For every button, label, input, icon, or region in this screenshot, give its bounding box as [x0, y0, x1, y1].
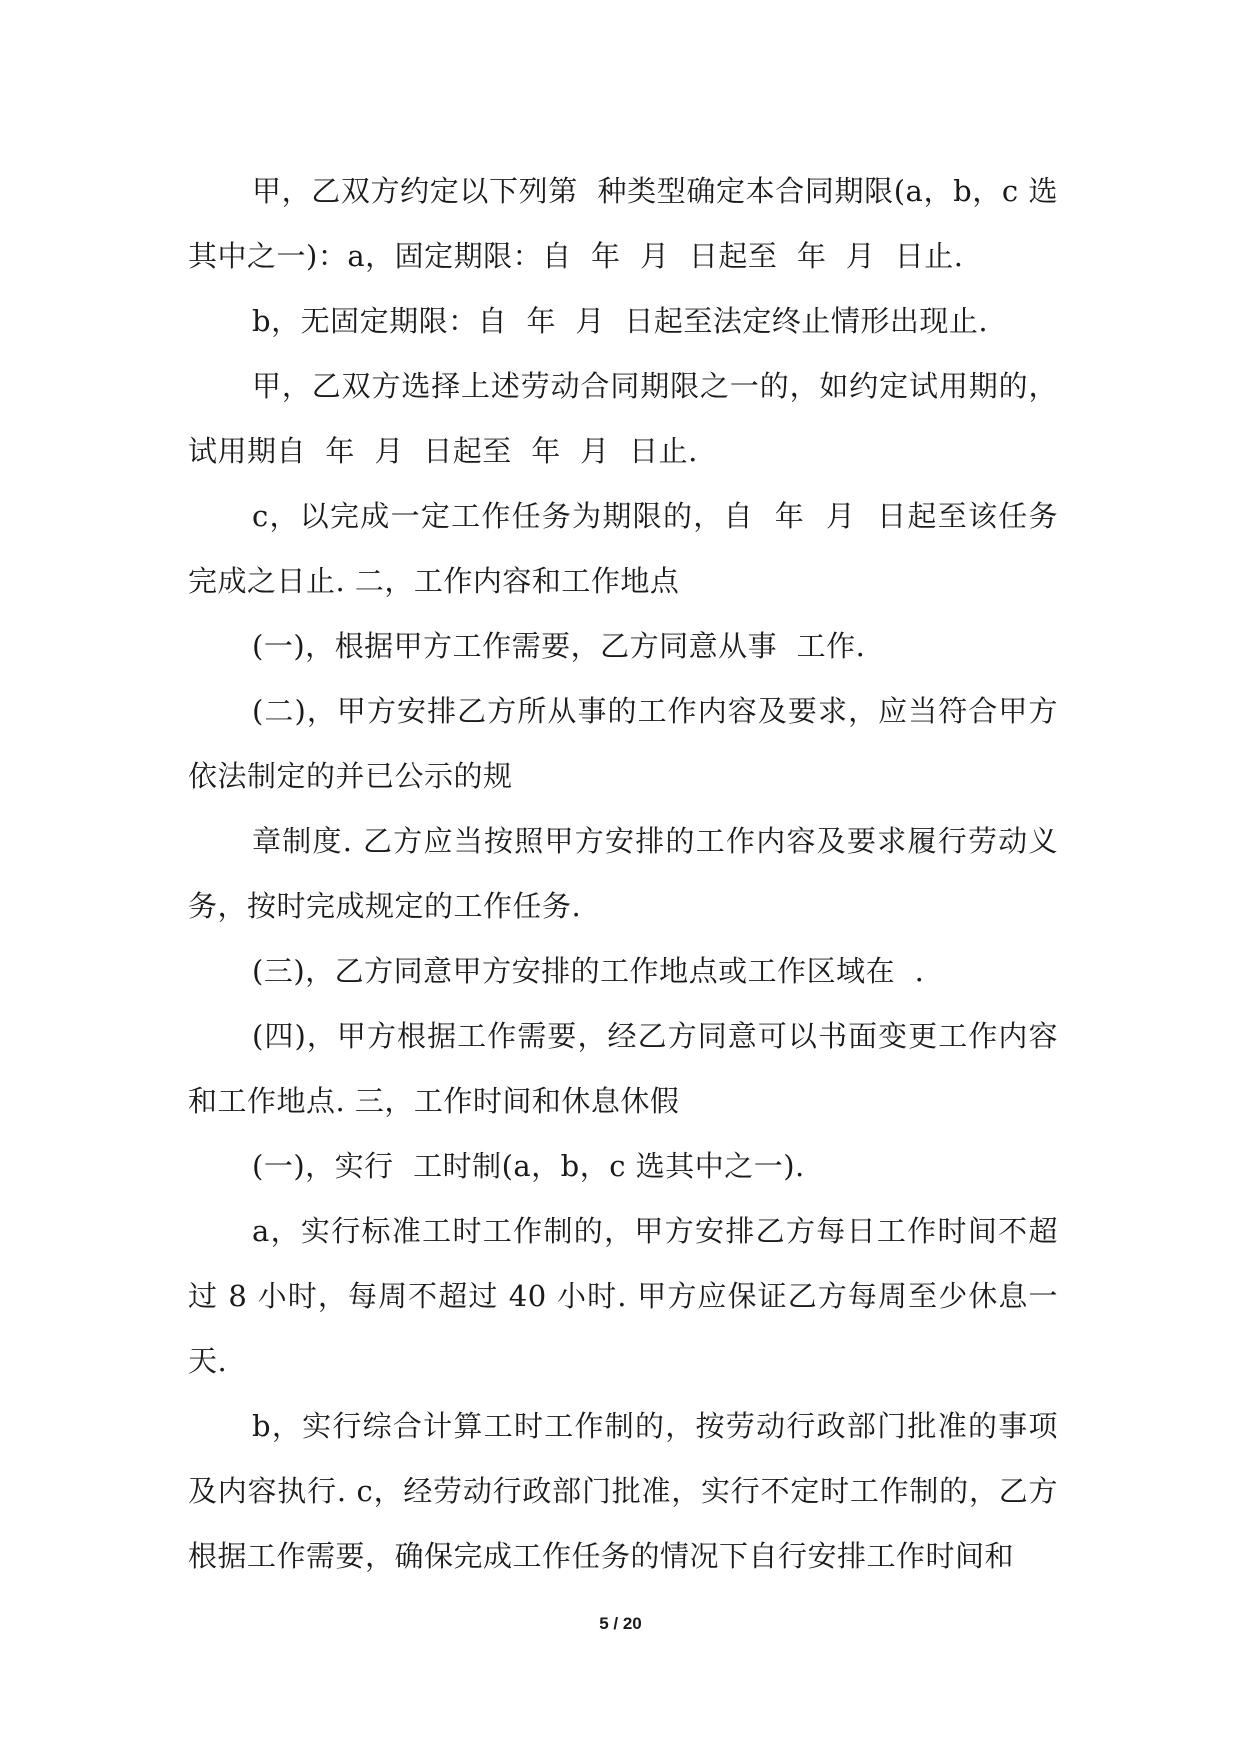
document-body: [188, 159, 1058, 1589]
paragraph: 章制度. 乙方应当按照甲方安排的工作内容及要求履行劳动义务，按时完成规定的工作任务.: [188, 824, 1058, 923]
paragraph: c，以完成一定工作任务为期限的，自 年 月 日起至该任务完成之日止. 二，工作内容和工作地点: [188, 499, 1058, 598]
paragraph: (一)，根据甲方工作需要，乙方同意从事 工作.: [252, 629, 866, 663]
paragraph: (一)，实行 工时制(a，b，c 选其中之一).: [252, 1149, 805, 1183]
paragraph: 甲，乙双方选择上述劳动合同期限之一的，如约定试用期的，试用期自 年 月 日起至 年 月 日止.: [188, 369, 1058, 468]
paragraph: b，实行综合计算工时工作制的，按劳动行政部门批准的事项及内容执行. c，经劳动行政部门批准，实行不定时工作制的，乙方根据工作需要，确保完成工作任务的情况下自行安排工作时间和: [188, 1409, 1058, 1573]
paragraph: (三)，乙方同意甲方安排的工作地点或工作区域在 .: [252, 954, 925, 988]
paragraph: b，无固定期限：自 年 月 日起至法定终止情形出现止.: [252, 304, 989, 338]
paragraph: (二)，甲方安排乙方所从事的工作内容及要求，应当符合甲方依法制定的并已公示的规: [188, 694, 1058, 793]
paragraph: a，实行标准工时工作制的，甲方安排乙方每日工作时间不超过 8 小时，每周不超过 40 小时. 甲方应保证乙方每周至少休息一天.: [188, 1214, 1058, 1378]
paragraph: 甲，乙双方约定以下列第 种类型确定本合同期限(a，b，c 选其中之一)：a，固定期限：自 年 月 日起至 年 月 日止.: [188, 174, 1058, 273]
paragraph: (四)，甲方根据工作需要，经乙方同意可以书面变更工作内容和工作地点. 三，工作时间和休息休假: [188, 1019, 1058, 1118]
page-number: 5 / 20: [599, 1614, 642, 1633]
